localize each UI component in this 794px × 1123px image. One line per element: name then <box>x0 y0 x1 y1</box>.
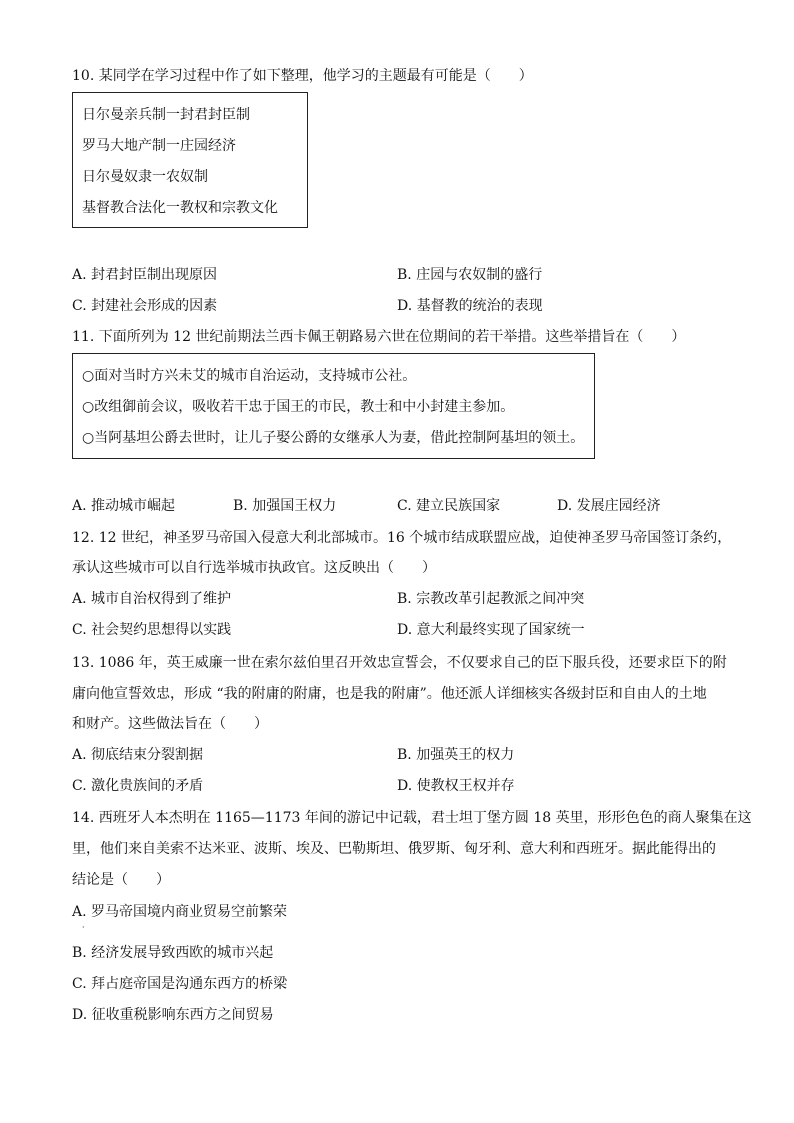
q10-option-a: A. 封君封臣制出现原因 <box>72 267 218 283</box>
q11-box-line: ○当阿基坦公爵去世时，让儿子娶公爵的女继承人为妻，借此控制阿基坦的领土。 <box>82 430 585 446</box>
q13-stem-line: 和财产。这些做法旨在（ ） <box>72 716 268 732</box>
q14-stem-line: 里，他们来自美索不达米亚、波斯、埃及、巴勒斯坦、俄罗斯、匈牙利、意大利和西班牙。据此能得出的 <box>72 841 716 857</box>
q12-option-c: C. 社会契约思想得以实践 <box>72 622 232 638</box>
q14-option-b: B. 经济发展导致西欧的城市兴起 <box>72 945 274 961</box>
q12-option-d: D. 意大利最终实现了国家统一 <box>397 622 585 638</box>
q11-material-box <box>72 353 595 459</box>
q13-option-b: B. 加强英王的权力 <box>397 747 515 763</box>
q13-option-a: A. 彻底结束分裂割据 <box>72 747 204 763</box>
q10-box-line: 日尔曼亲兵制一封君封臣制 <box>82 107 250 123</box>
q10-box-line: 罗马大地产制一庄园经济 <box>82 138 236 154</box>
q13-option-c: C. 激化贵族间的矛盾 <box>72 778 204 794</box>
q11-option-d: D. 发展庄园经济 <box>557 498 661 514</box>
q13-stem-line: 13. 1086 年，英王威廉一世在索尔兹伯里召开效忠宣誓会，不仅要求自己的臣下服兵役，还要求臣下的附 <box>72 655 727 671</box>
stray-dot-mark: · <box>82 923 85 932</box>
q11-option-a: A. 推动城市崛起 <box>72 498 176 514</box>
q11-box-line: ○面对当时方兴未艾的城市自治运动，支持城市公社。 <box>82 368 417 384</box>
q14-stem-line: 结论是（ ） <box>72 872 170 888</box>
q10-material-box <box>72 92 308 228</box>
q12-option-b: B. 宗教改革引起教派之间冲突 <box>397 591 585 607</box>
q10-option-c: C. 封建社会形成的因素 <box>72 298 218 314</box>
q11-box-line: ○改组御前会议，吸收若干忠于国王的市民，教士和中小封建主参加。 <box>82 399 515 415</box>
q10-stem: 10. 某同学在学习过程中作了如下整理，他学习的主题最有可能是（ ） <box>72 68 533 84</box>
q14-option-c: C. 拜占庭帝国是沟通东西方的桥梁 <box>72 976 288 992</box>
q11-stem: 11. 下面所列为 12 世纪前期法兰西卡佩王朝路易六世在位期间的若干举措。这些举措旨在（ ） <box>72 329 686 345</box>
q10-option-d: D. 基督教的统治的表现 <box>397 298 543 314</box>
q10-box-line: 日尔曼奴隶一农奴制 <box>82 169 208 185</box>
q13-stem-line: 庸向他宣誓效忠，形成 “我的附庸的附庸，也是我的附庸”。他还派人详细核实各级封臣和自由人的土地 <box>72 686 707 702</box>
q10-option-b: B. 庄园与农奴制的盛行 <box>397 267 543 283</box>
q14-stem-line: 14. 西班牙人本杰明在 1165—1173 年间的游记中记载，君士坦丁堡方圆 18 英里，形形色色的商人聚集在这 <box>72 810 752 826</box>
q13-option-d: D. 使教权王权并存 <box>397 778 515 794</box>
q14-option-a: A. 罗马帝国境内商业贸易空前繁荣 <box>72 904 288 920</box>
q12-stem-line: 承认这些城市可以自行选举城市执政官。这反映出（ ） <box>72 560 436 576</box>
q12-option-a: A. 城市自治权得到了维护 <box>72 591 232 607</box>
q11-option-c: C. 建立民族国家 <box>397 498 501 514</box>
q14-option-d: D. 征收重税影响东西方之间贸易 <box>72 1007 274 1023</box>
q11-option-b: B. 加强国王权力 <box>233 498 337 514</box>
q10-box-line: 基督教合法化一教权和宗教文化 <box>82 200 278 216</box>
q12-stem-line: 12. 12 世纪，神圣罗马帝国入侵意大利北部城市。16 个城市结成联盟应战，迫使神圣罗马帝国签订条约， <box>72 530 732 546</box>
